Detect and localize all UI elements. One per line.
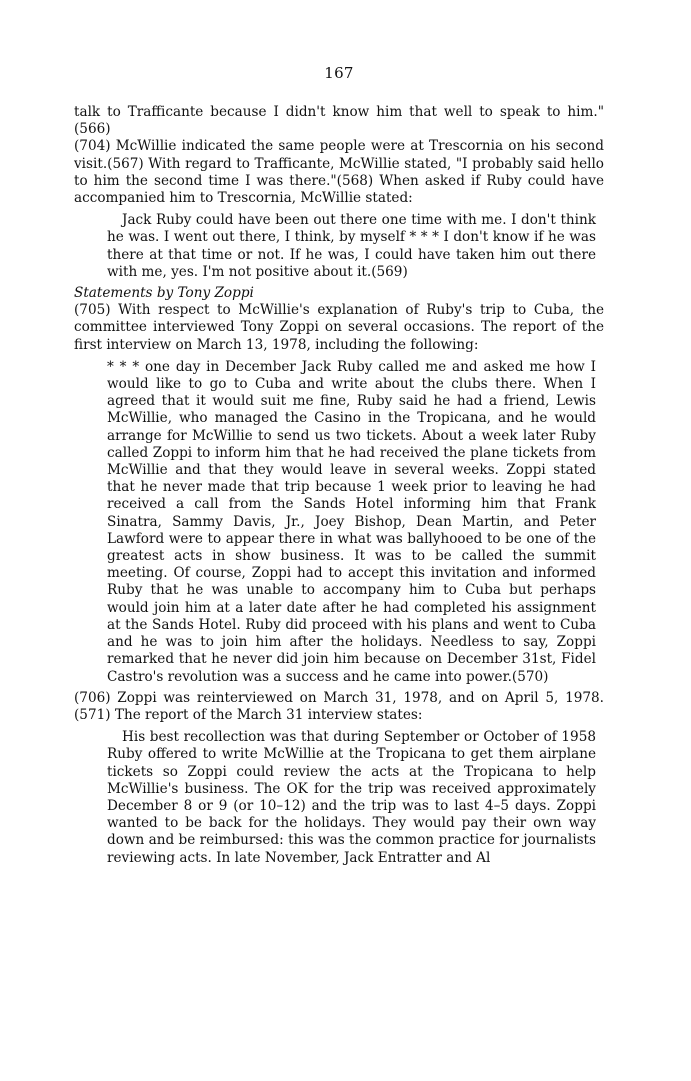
section-heading: Statements by Tony Zoppi bbox=[74, 285, 254, 302]
page-number: 167 bbox=[324, 64, 354, 82]
paragraph-705: (705) With respect to McWillie's explanation of Ruby's trip to Cuba, the committee interviewed Tony Zoppi on several occasions. The report of the first interview on March 13, 1978, including the following: bbox=[74, 302, 604, 353]
document-page bbox=[74, 64, 604, 871]
paragraph-706: (706) Zoppi was reinterviewed on March 31, 1978, and on April 5, 1978.(571) The report of the March 31 interview states: bbox=[74, 689, 604, 723]
block-quote-570: * * * one day in December Jack Ruby called me and asked me how I would like to go to Cuba and write about the clubs there. When I agreed that it would suit me fine, Ruby said he had a friend, Lewis McWillie, who managed the Casino in the Tropicana, and he would arrange for McWillie to send us two tickets. About a week later Ruby called Zoppi to inform him that he had received the plane tickets from McWillie and that they would leave in several weeks. Zoppi stated that he never made that trip because 1 week prior to leaving he had received a call from the Sands Hotel informing him that Frank Sinatra, Sammy Davis, Jr., Joey Bishop, Dean Martin, and Peter Lawford were to appear there in what was ballyhooed to be one of the greatest acts in show business. It was to be called the summit meeting. Of course, Zoppi had to accept this invitation and informed Ruby that he was unable to accompany him to Cuba but perhaps would join him at a later date after he had completed his assignment at the Sands Hotel. Ruby did proceed with his plans and went to Cuba and he was to join him after the holidays. Needless to say, Zoppi remarked that he never did join him because on December 31st, Fidel Castro's revolution was a success and he came into power.(570) bbox=[107, 358, 596, 685]
paragraph-continuation: talk to Trafficante because I didn't know him that well to speak to him."(566) bbox=[74, 104, 604, 138]
block-quote-571: His best recollection was that during September or October of 1958 Ruby offered to write McWillie at the Tropicana to get them airplane tickets so Zoppi could review the acts at the Tropicana to help McWillie's business. The OK for the trip was received approximately December 8 or 9 (or 10–12) and the trip was to last 4–5 days. Zoppi wanted to be back for the holidays. They would pay their own way down and be reimbursed: this was the common practice for journalists reviewing acts. In late November, Jack Entratter and Al bbox=[107, 729, 596, 866]
paragraph-704: (704) McWillie indicated the same people were at Trescornia on his second visit.(567) With regard to Trafficante, McWillie stated, "I probably said hello to him the second time I was there."(568) When asked if Ruby could have accompanied him to Trescornia, McWillie stated: bbox=[74, 138, 604, 207]
block-quote-569: Jack Ruby could have been out there one time with me. I don't think he was. I went out there, I think, by myself * * * I don't know if he was there at that time or not. If he was, I could have taken him out there with me, yes. I'm not positive about it.(569) bbox=[107, 212, 596, 280]
